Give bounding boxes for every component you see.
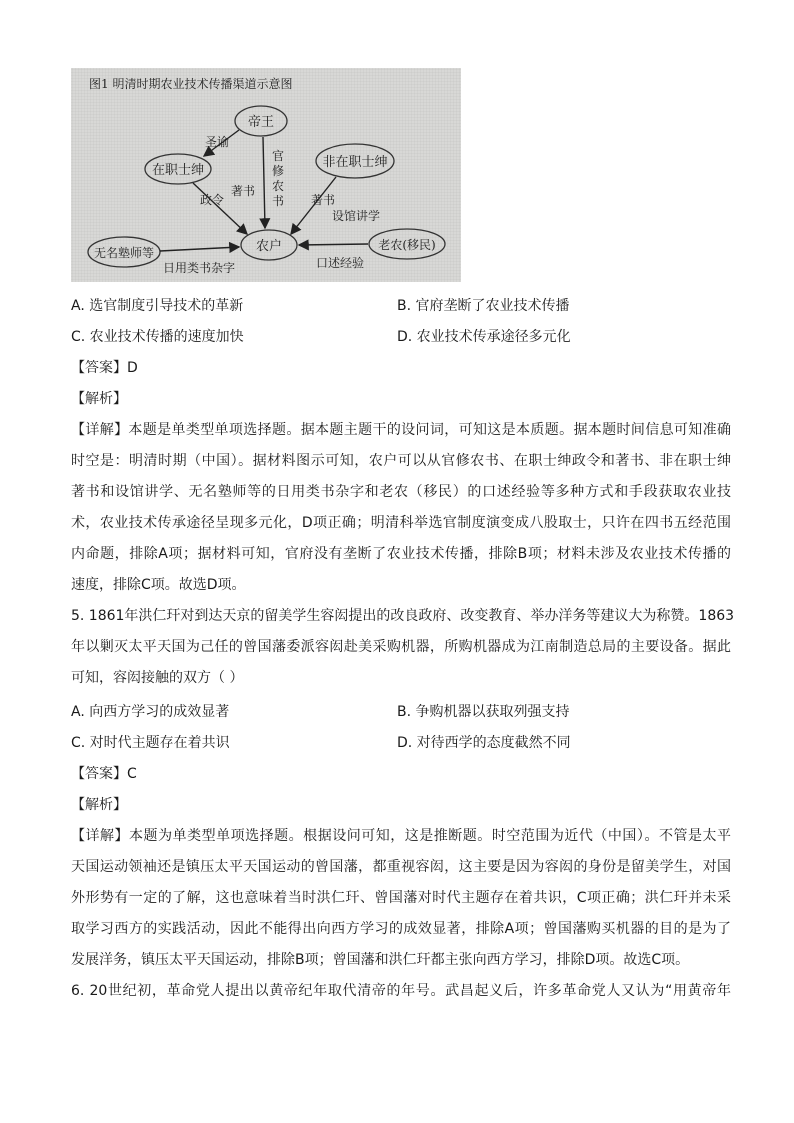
figure-title: 图1 明清时期农业技术传播渠道示意图 xyxy=(89,77,293,91)
node-gentry-out: 非在职士绅 xyxy=(322,155,388,170)
arrow-old-farmer xyxy=(299,244,368,245)
node-peasant: 农户 xyxy=(255,239,283,254)
arrow-official-books xyxy=(263,137,265,228)
label-writing-b: 著书 xyxy=(311,193,336,207)
diagram-figure xyxy=(71,68,461,282)
node-teacher: 无名塾师等 xyxy=(93,246,155,260)
agri-tech-diagram xyxy=(71,68,461,282)
q4-detail-line-6: 速度，排除C项。故选D项。 xyxy=(71,577,246,593)
label-official-books-3: 农 xyxy=(272,179,285,193)
q5-detail-line-5: 发展洋务，镇压太平天国运动，排除B项；曾国藩和洪仁玕都主张向西方学习，排除D项。故选C项。 xyxy=(71,952,690,968)
label-official-books-1: 官 xyxy=(272,149,285,163)
q5-option-c: C. 对时代主题存在着共识 xyxy=(71,735,230,751)
q4-detail-line-5: 内命题，排除A项；据材料可知，官府没有垄断了农业技术传播，排除B项；材料未涉及农业技术传播的 xyxy=(71,546,731,562)
q4-detail-line-2: 时空是：明清时期（中国）。据材料图示可知，农户可以从官修农书、在职士绅政令和著书、非在职士绅 xyxy=(71,453,731,469)
arrow-teacher xyxy=(160,247,239,251)
node-emperor: 帝王 xyxy=(247,115,275,130)
q4-answer: 【答案】D xyxy=(71,360,138,376)
q4-analysis-label: 【解析】 xyxy=(71,391,127,407)
q5-option-d: D. 对待西学的态度截然不同 xyxy=(397,735,571,751)
q6-stem-line-1: 6. 20世纪初，革命党人提出以黄帝纪年取代清帝的年号。武昌起义后，许多革命党人又认为“用黄帝年 xyxy=(71,983,731,999)
q5-answer: 【答案】C xyxy=(71,766,137,782)
q5-detail-line-3: 外形势有一定的了解，这也意味着当时洪仁玕、曾国藩对时代主题存在着共识，C项正确；洪仁玕并未采 xyxy=(71,890,731,906)
q5-stem-line-3: 可知，容闳接触的双方（ ） xyxy=(71,670,244,686)
label-writing-a: 著书 xyxy=(231,184,256,198)
q5-option-a: A. 向西方学习的成效显著 xyxy=(71,704,230,720)
q4-option-d: D. 农业技术传承途径多元化 xyxy=(397,329,571,345)
q5-detail-line-4: 取学习西方的实践活动，因此不能得出向西方学习的成效显著，排除A项；曾国藩购买机器的目的是为了 xyxy=(71,921,731,937)
node-old-farmer: 老农(移民) xyxy=(378,238,436,252)
q4-option-c: C. 农业技术传播的速度加快 xyxy=(71,329,244,345)
q5-stem-line-2: 年以剿灭太平天国为己任的曾国藩委派容闳赴美采购机器，所购机器成为江南制造总局的主要设备。据此 xyxy=(71,639,731,655)
q5-stem-line-1: 5. 1861年洪仁玕对到达天京的留美学生容闳提出的改良政府、改变教育、举办洋务等建议大为称赞。1863 xyxy=(71,608,735,624)
q4-option-b: B. 官府垄断了农业技术传播 xyxy=(397,298,570,314)
label-daily-books: 日用类书杂字 xyxy=(163,261,236,275)
q4-detail-line-3: 著书和设馆讲学、无名塾师等的日用类书杂字和老农（移民）的口述经验等多种方式和手段获取农业技 xyxy=(71,484,731,500)
label-official-books-4: 书 xyxy=(272,194,285,208)
q5-detail-line-1: 【详解】本题为单类型单项选择题。根据设问可知，这是推断题。时空范围为近代（中国）。不管是太平 xyxy=(71,828,731,844)
q5-detail-line-2: 天国运动领袖还是镇压太平天国运动的曾国藩，都重视容闳，这主要是因为容闳的身份是留美学生，对国 xyxy=(71,859,731,875)
label-official-books-2: 修 xyxy=(272,164,285,178)
q4-detail-line-4: 术，农业技术传承途径呈现多元化，D项正确；明清科举选官制度演变成八股取士，只许在四书五经范围 xyxy=(71,515,731,531)
label-edict: 圣谕 xyxy=(205,135,230,149)
label-lecturing: 设馆讲学 xyxy=(332,209,381,223)
q5-analysis-label: 【解析】 xyxy=(71,797,127,813)
q5-option-b: B. 争购机器以获取列强支持 xyxy=(397,704,570,720)
node-gentry-in: 在职士绅 xyxy=(151,163,205,178)
q4-option-a: A. 选官制度引导技术的革新 xyxy=(71,298,244,314)
q4-detail-line-1: 【详解】本题是单类型单项选择题。据本题主题干的设问词，可知这是本质题。据本题时间信息可知准确 xyxy=(71,422,731,438)
label-oral: 口述经验 xyxy=(316,256,365,270)
label-decree: 政令 xyxy=(200,193,225,207)
